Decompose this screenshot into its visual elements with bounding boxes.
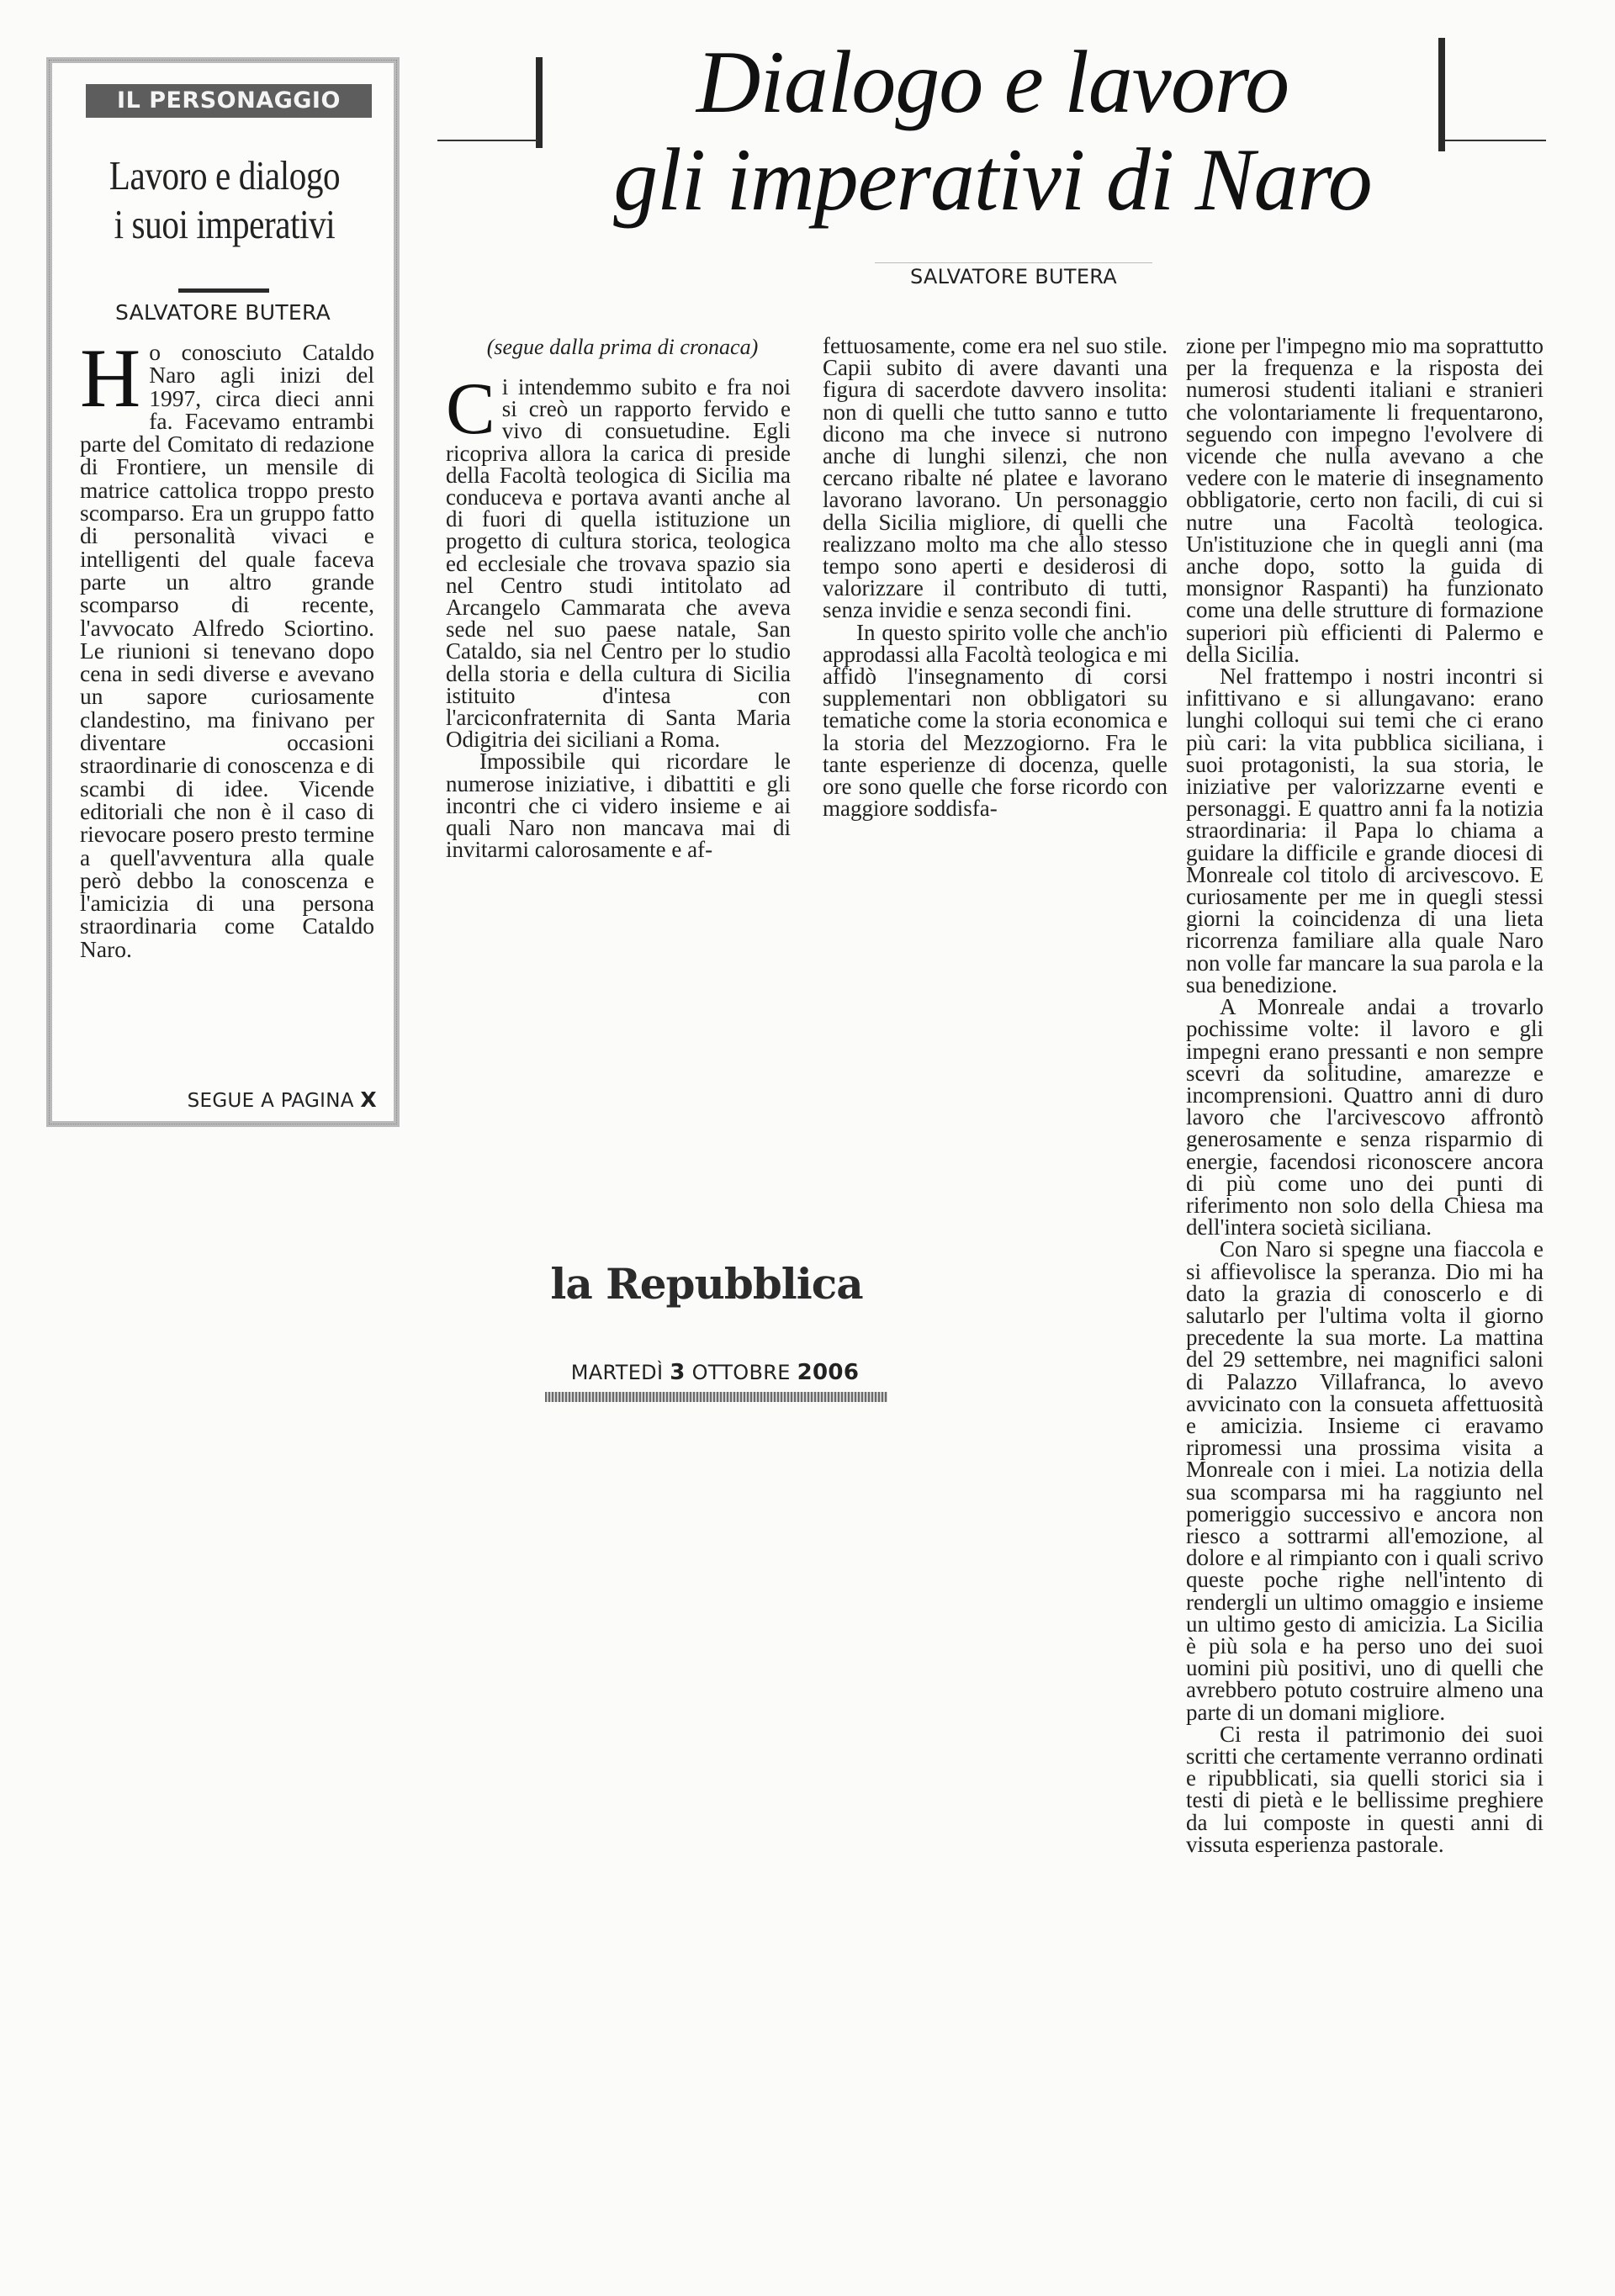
sidebar-segue[interactable] (188, 1087, 377, 1112)
sidebar-segue-label: SEGUE A PAGINA (187, 1090, 354, 1112)
date-rule (545, 1392, 887, 1402)
col1-dropcap: C (446, 368, 495, 450)
col1-paragraph-2: Impossibile qui ricordare le numerose iniziative, i dibattiti e gli incontri che ci videro insieme e ai quali Naro non mancava mai di invitarmi calorosamente e af- (446, 749, 791, 863)
sidebar-body (80, 331, 374, 962)
sidebar-headline-line2: i suoi imperativi (114, 201, 336, 247)
col3-paragraph-4: Con Naro si spegne una fiaccola e si affievolisce la speranza. Dio mi ha dato la grazia di conoscerlo e di salutarlo per l'ultima volta il giorno precedente la sua morte. La mattina del 29 settembre, nei magnifici saloni di Palazzo Villafranca, lo avevo avvicinato con la consueta affettuosità e amicizia. Insieme ci eravamo ripromessi una prossima visita a Monreale con i miei. La notizia della sua scomparsa mi ha raggiunto nel pomeriggio successivo e ancora non riesco a sottrarmi all'emozione, al dolore e al rimpianto con i quali scrivo queste poche righe nell'intento di rendergli un ultimo omaggio e insieme un ultimo gesto di amicizia. La Sicilia è più sola e ha perso uno dei suoi uomini più positivi, uno di quelli che avrebbero potuto costruire almeno una parte di un domani migliore. (1186, 1236, 1544, 1725)
article-column-2 (823, 333, 1168, 822)
sidebar-rule (178, 288, 269, 293)
col3-paragraph-1: zione per l'impegno mio ma soprattutto per la frequenza e la risposta dei numerosi studenti italiani e stranieri che volontariamente li frequentarono, seguendo con impegno l'evolvere di vicende che nulla avevano a che vedere con le materie di insegnamento obbligatorie, certo non facili, di cui si nutre una Facoltà teologica. Un'istituzione che in quegli anni (ma anche dopo, sotto la guida di monsignor Raspanti) ha funzionato come una delle strutture di formazione superiori più efficienti di Palermo e della Sicilia. (1186, 333, 1544, 667)
headline-left-rule (437, 140, 538, 141)
main-byline: SALVATORE BUTERA (875, 262, 1152, 288)
headline-right-rule (1445, 140, 1546, 141)
publication-date (547, 1360, 883, 1385)
date-weekday: MARTEDÌ (570, 1361, 664, 1384)
sidebar-headline-line1: Lavoro e dialogo (109, 152, 341, 198)
sidebar-kicker: IL PERSONAGGIO (86, 84, 372, 118)
sidebar-box (46, 57, 400, 1127)
continuation-note: (segue dalla prima di cronaca) (486, 335, 759, 359)
sidebar-dropcap: H (80, 331, 141, 425)
headline-right-bar (1438, 38, 1445, 151)
date-year: 2006 (797, 1360, 860, 1385)
col1-paragraph-1 (446, 368, 791, 753)
sidebar-segue-page: X (360, 1087, 377, 1112)
sidebar-headline (87, 151, 363, 249)
col1-paragraph-1-text: i intendemmo subito e fra noi si creò un rapporto fervido e vivo di consuetudine. Egli ricopriva allora la carica di preside della Facoltà teologica di Sicilia ma conduceva e portava avanti anche al di fuori di quella istituzione un progetto di cultura storica, teologica ed ecclesiale che trovava spazio sia nel Centro studi intitolato ad Arcangelo Cammarata che aveva sede nel suo paese natale, San Cataldo, sia nel Centro per lo studio della storia e della cultura di Sicilia istituito d'intesa con l'arciconfraternita di Santa Maria Odigitria dei siciliani a Roma. (446, 374, 791, 753)
main-headline-line2: gli imperativi di Naro (613, 130, 1372, 229)
col2-paragraph-2: In questo spirito volle che anch'io approdassi alla Facoltà teologica e mi affidò l'insegnamento di corsi supplementari non obbligatori su tematiche come la storia economica e la storia del Mezzogiorno. Fra le tante esperienze di docenza, quelle ore sono quelle che forse ricordo con maggiore soddisfa- (823, 619, 1168, 822)
col3-paragraph-3: A Monreale andai a trovarlo pochissime volte: il lavoro e gli impegni erano pressanti e non sempre scevri da solitudine, amarezze e incomprensioni. Quattro anni di duro lavoro che l'arcivescovo affrontò generosamente e senza risparmio di energie, facendosi riconoscere ancora di più come uno dei punti di riferimento non solo della Chiesa ma dell'intera società siciliana. (1186, 994, 1544, 1241)
col3-paragraph-2: Nel frattempo i nostri incontri si infittivano e si allungavano: erano lunghi colloqui sui temi che ci erano più cari: la vita pubblica siciliana, i suoi protagonisti, la sua storia, le iniziative per valorizzarne eventi e personaggi. E quattro anni fa la notizia straordinaria: il Papa lo chiama a guidare la difficile e grande diocesi di Monreale col titolo di arcivescovo. E curiosamente per me in quegli stessi giorni la coincidenza di una lieta ricorrenza familiare alla quale Naro non volle far mancare la sua parola e la sua benedizione. (1186, 664, 1544, 997)
article-column-3 (1186, 335, 1544, 1855)
headline-left-bar (536, 57, 543, 148)
article-column-1 (446, 368, 791, 863)
sidebar-body-text: o conosciuto Cataldo Naro agli inizi del 1997, circa dieci anni fa. Facevamo entrambi parte del Comitato di redazione di Frontiere, un mensile di matrice cattolica troppo presto scomparso. Era un gruppo fatto di personalità vivaci e intelligenti del quale faceva parte un altro grande scomparso di recente, l'avvocato Alfredo Sciortino. Le riunioni si tenevano dopo cena in sedi diverse e avevano un sapore curiosamente clandestino, ma finivano per diventare occasioni straordinarie di conoscenza e di scambi di idee. Vicende editoriali che non è il caso di rievocare posero presto termine a quell'avventura alla quale però debbo la conoscenza e l'amicizia di una persona straordinaria come Cataldo Naro. (80, 339, 374, 962)
newspaper-masthead: la Repubblica (550, 1259, 863, 1309)
sidebar-byline: SALVATORE BUTERA (114, 300, 331, 325)
main-headline-line1: Dialogo e lavoro (696, 33, 1289, 131)
col2-paragraph-1: fettuosamente, come era nel suo stile. Capii subito di avere davanti una figura di sacerdote davvero insolita: non di quelli che tutto sanno e tutto dicono ma che invece si nutrono anche di lunghi silenzi, che non cercano ribalte né platee e lavorano lavorano lavorano. Un personaggio della Sicilia migliore, di quelli che realizzano molto ma che allo stesso tempo sono aperti e desiderosi di valorizzare il contributo di tutti, senza invidie e senza secondi fini. (823, 333, 1168, 623)
main-headline (564, 34, 1422, 229)
col3-paragraph-5: Ci resta il patrimonio dei suoi scritti che certamente verranno ordinati e ripubblicati, sia quelli storici sia i testi di pietà e le bellissime preghiere da lui composte in questi anni di vissuta esperienza pastorale. (1186, 1721, 1544, 1857)
date-day: 3 (670, 1360, 686, 1385)
date-month: OTTOBRE (691, 1361, 791, 1384)
